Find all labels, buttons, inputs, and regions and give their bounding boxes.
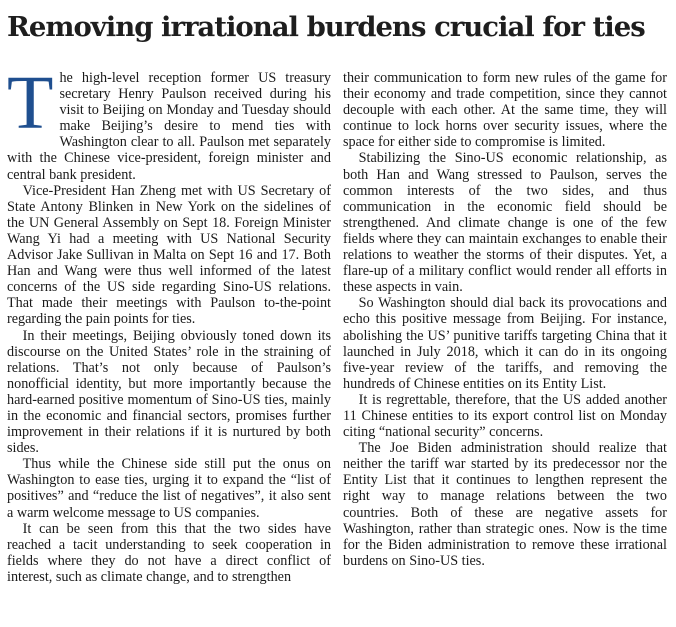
article-column-left — [7, 61, 331, 585]
headline: Removing irrational burdens crucial for ties — [7, 11, 645, 43]
paragraph: It is regrettable, therefore, that the US added another 11 Chinese entities to its export control list on Monday citing “national security” concerns. — [343, 391, 667, 441]
paragraph: In their meetings, Beijing obviously toned down its discourse on the United States’ role in the straining of relations. That’s not only because of Paulson’s nonofficial identity, but more importantly because the hard-earned positive momentum of Sino-US ties, mainly in the economic and financial sectors, promises further improvement in their relations if it is nurtured by both sides. — [7, 327, 331, 457]
paragraph: It can be seen from this that the two sides have reached a tacit understanding to seek cooperation in fields where they do not have a direct conflict of interest, such as climate change, and to strengthen — [7, 520, 331, 585]
paragraph-continuation: their communication to form new rules of the game for their economy and trade competition, since they cannot decouple with each other. At the same time, they will continue to lock horns over security issues, where the space for either side to compromise is limited. — [343, 70, 667, 151]
drop-cap: T — [7, 61, 54, 145]
paragraph: Vice-President Han Zheng met with US Secretary of State Antony Blinken in New York on the sidelines of the UN General Assembly on Sept 18. Foreign Minister Wang Yi had a meeting with US National Security Advisor Jake Sullivan in Malta on Sept 16 and 17. Both Han and Wang were thus well informed of the latest concerns of the US side regarding Sino-US relations. That made their meetings with Paulson to-the-point regarding the pain points for ties. — [7, 182, 331, 328]
paragraph: The Joe Biden administration should realize that neither the tariff war started by its predecessor nor the Entity List that it continues to lengthen represent the right way to manage relations between the two countries. Both of these are negative assets for Washington, rather than strategic ones. Now is the time for the Biden administration to remove these irrational burdens on Sino-US ties. — [343, 440, 667, 569]
paragraph: So Washington should dial back its provocations and echo this positive message from Beijing. For instance, abolishing the US’ punitive tariffs targeting China that it launched in July 2018, which it can do in its ongoing five-year review of the tariffs, and removing the hundreds of Chinese entities on its Entity List. — [343, 295, 667, 392]
article-column-right — [343, 70, 667, 569]
paragraph: Thus while the Chinese side still put the onus on Washington to ease ties, urging it to expand the “list of positives” and “reduce the list of negatives”, it also sent a warm welcome message to US companies. — [7, 456, 331, 521]
lead-paragraph-text: he high-level reception former US treasury secretary Henry Paulson received during his visit to Beijing on Monday and Tuesday should make Beijing’s desire to mend ties with Washington clear to all. Paulson met separately with the Chinese vice-president, foreign minister and central bank president. — [7, 70, 331, 183]
paragraph: Stabilizing the Sino-US economic relationship, as both Han and Wang stressed to Paulson, serves the common interests of the two sides, and thus communication in the economic field should be strengthened. And climate change is one of the few fields where they can maintain exchanges to enable their relations to weather the storms of their disputes. Yet, a flare-up of a military conflict would render all efforts in these aspects in vain. — [343, 150, 667, 296]
lead-paragraph — [7, 61, 331, 183]
